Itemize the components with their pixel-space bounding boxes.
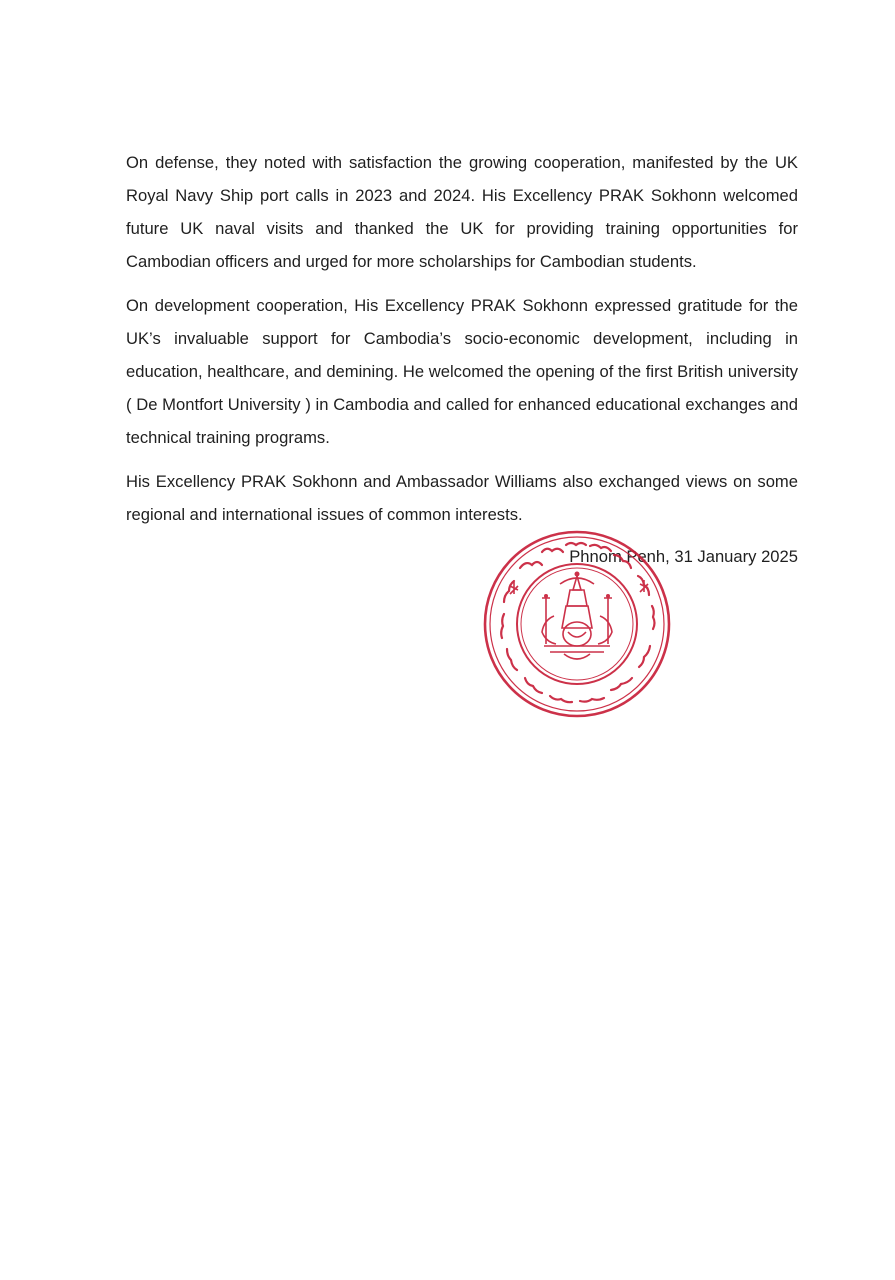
place-date-line: Phnom Penh, 31 January 2025 <box>569 547 798 566</box>
paragraph-development: On development cooperation, His Excellency PRAK Sokhonn expressed gratitude for the UK’s invaluable support for Cambodia’s socio-economic development, including in education, healthcare, and demining. He welcomed the opening of the first British university ( De Montfort University ) in Cambodia and called for enhanced educational exchanges and technical training programs. <box>126 296 798 447</box>
paragraph-defense: On defense, they noted with satisfaction the growing cooperation, manifested by the UK Royal Navy Ship port calls in 2023 and 2024. His Excellency PRAK Sokhonn welcomed future UK naval visits and thanked the UK for providing training opportunities for Cambodian officers and urged for more scholarships for Cambodian students. <box>126 153 798 271</box>
paragraph-regional: His Excellency PRAK Sokhonn and Ambassador Williams also exchanged views on some regional and international issues of common interests. <box>126 472 798 524</box>
body-text <box>126 146 798 542</box>
ministry-seal-stamp <box>480 528 675 720</box>
